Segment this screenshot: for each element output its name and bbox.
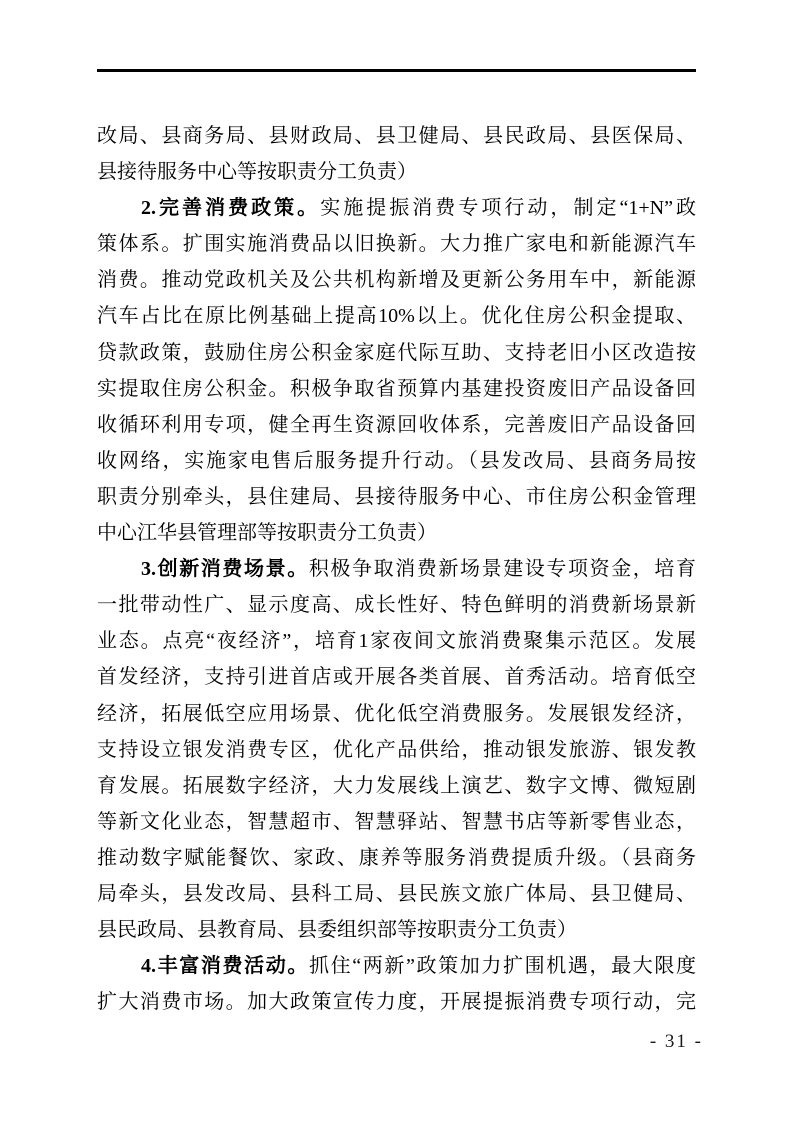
text-line [97, 226, 696, 262]
text-run-normal: 育发展。拓展数字经济，大力发展线上演艺、数字文博、微短剧 [97, 774, 696, 797]
text-run-kai: 职责分别牵头，县住建局、县接待服务中心、市住房公积金管理 [97, 485, 696, 508]
text-run-normal: 收循环利用专项，健全再生资源回收体系，完善废旧产品设备回 [97, 413, 696, 436]
text-run-normal: 抓住“两新”政策加力扩围机遇，最大限度 [309, 955, 696, 978]
text-line [97, 804, 696, 840]
paragraph-section-4-enrich-consumption-activities [97, 948, 696, 1020]
text-run-normal: 首发经济，支持引进首店或开展各类首展、首秀活动。培育低空 [97, 666, 696, 689]
text-line [97, 840, 696, 876]
text-line [97, 298, 696, 334]
page-number: - 31 - [649, 1031, 703, 1052]
text-run-normal: 汽车占比在原比例基础上提高10%以上。优化住房公积金提取、 [97, 305, 696, 328]
text-line [97, 696, 696, 732]
header-rule [97, 69, 696, 72]
text-line [97, 154, 696, 190]
text-run-kai: （县发改局、县商务局按 [467, 449, 696, 472]
text-run-kai: 改局、县商务局、县财政局、县卫健局、县民政局、县医保局、 [97, 125, 696, 147]
text-run-normal: 策体系。扩围实施消费品以旧换新。大力推广家电和新能源汽车 [97, 233, 696, 256]
text-run-normal: 扩大消费市场。加大政策宣传力度，开展提振消费专项行动，完 [97, 991, 696, 1014]
text-line [97, 551, 696, 587]
document-body [97, 118, 696, 1020]
text-line [97, 732, 696, 768]
text-line [97, 948, 696, 984]
paragraph-responsibility-clause-continuation [97, 118, 696, 190]
text-run-normal: 消费。推动党政机关及公共机构新增及更新公务用车中，新能源 [97, 269, 696, 292]
text-run-normal: 支持设立银发消费专区，优化产品供给，推动银发旅游、银发教 [97, 738, 696, 761]
text-line [97, 768, 696, 804]
text-line [97, 912, 696, 948]
text-run-kai: 县民政局、县教育局、县委组织部等按职责分工负责） [97, 919, 577, 942]
text-line [97, 335, 696, 371]
text-line [97, 190, 696, 226]
text-line [97, 984, 696, 1020]
text-line [97, 118, 696, 154]
text-run-normal: 业态。点亮“夜经济”，培育1家夜间文旅消费聚集示范区。发展 [97, 630, 696, 653]
text-run-normal: 贷款政策，鼓励住房公积金家庭代际互助、支持老旧小区改造按 [97, 341, 696, 364]
text-line [97, 443, 696, 479]
text-line [97, 479, 696, 515]
text-line [97, 587, 696, 623]
text-run-normal: 一批带动性广、显示度高、成长性好、特色鲜明的消费新场景新 [97, 594, 696, 617]
text-run-normal: 推动数字赋能餐饮、家政、康养等服务消费提质升级。 [97, 846, 621, 869]
text-line [97, 515, 696, 551]
text-run-kai: （县商务 [620, 846, 696, 869]
text-line [97, 262, 696, 298]
text-run-normal: 经济，拓展低空应用场景、优化低空消费服务。发展银发经济， [97, 702, 696, 725]
text-run-kai: 县接待服务中心等按职责分工负责） [97, 161, 417, 184]
text-run-normal: 实提取住房公积金。积极争取省预算内基建投资废旧产品设备回 [97, 377, 696, 400]
text-run-kai: 局牵头，县发改局、县科工局、县民族文旅广体局、县卫健局、 [97, 882, 696, 905]
paragraph-section-3-innovate-consumption-scenes [97, 551, 696, 948]
text-run-kai: 中心江华县管理部等按职责分工负责） [97, 522, 437, 545]
text-run-bold: 4.丰富消费活动。 [141, 955, 309, 978]
text-line [97, 371, 696, 407]
text-line [97, 623, 696, 659]
text-line [97, 876, 696, 912]
text-run-bold: 2.完善消费政策。 [141, 197, 321, 220]
text-line [97, 407, 696, 443]
text-run-normal: 积极争取消费新场景建设专项资金，培育 [308, 558, 696, 581]
paragraph-section-2-improve-consumption-policy [97, 190, 696, 551]
text-run-normal: 实施提振消费专项行动，制定“1+N”政 [320, 197, 696, 220]
text-line [97, 659, 696, 695]
text-run-bold: 3.创新消费场景。 [141, 558, 309, 581]
text-run-normal: 收网络，实施家电售后服务提升行动。 [97, 449, 468, 472]
text-run-normal: 等新文化业态，智慧超市、智慧驿站、智慧书店等新零售业态， [97, 810, 696, 833]
